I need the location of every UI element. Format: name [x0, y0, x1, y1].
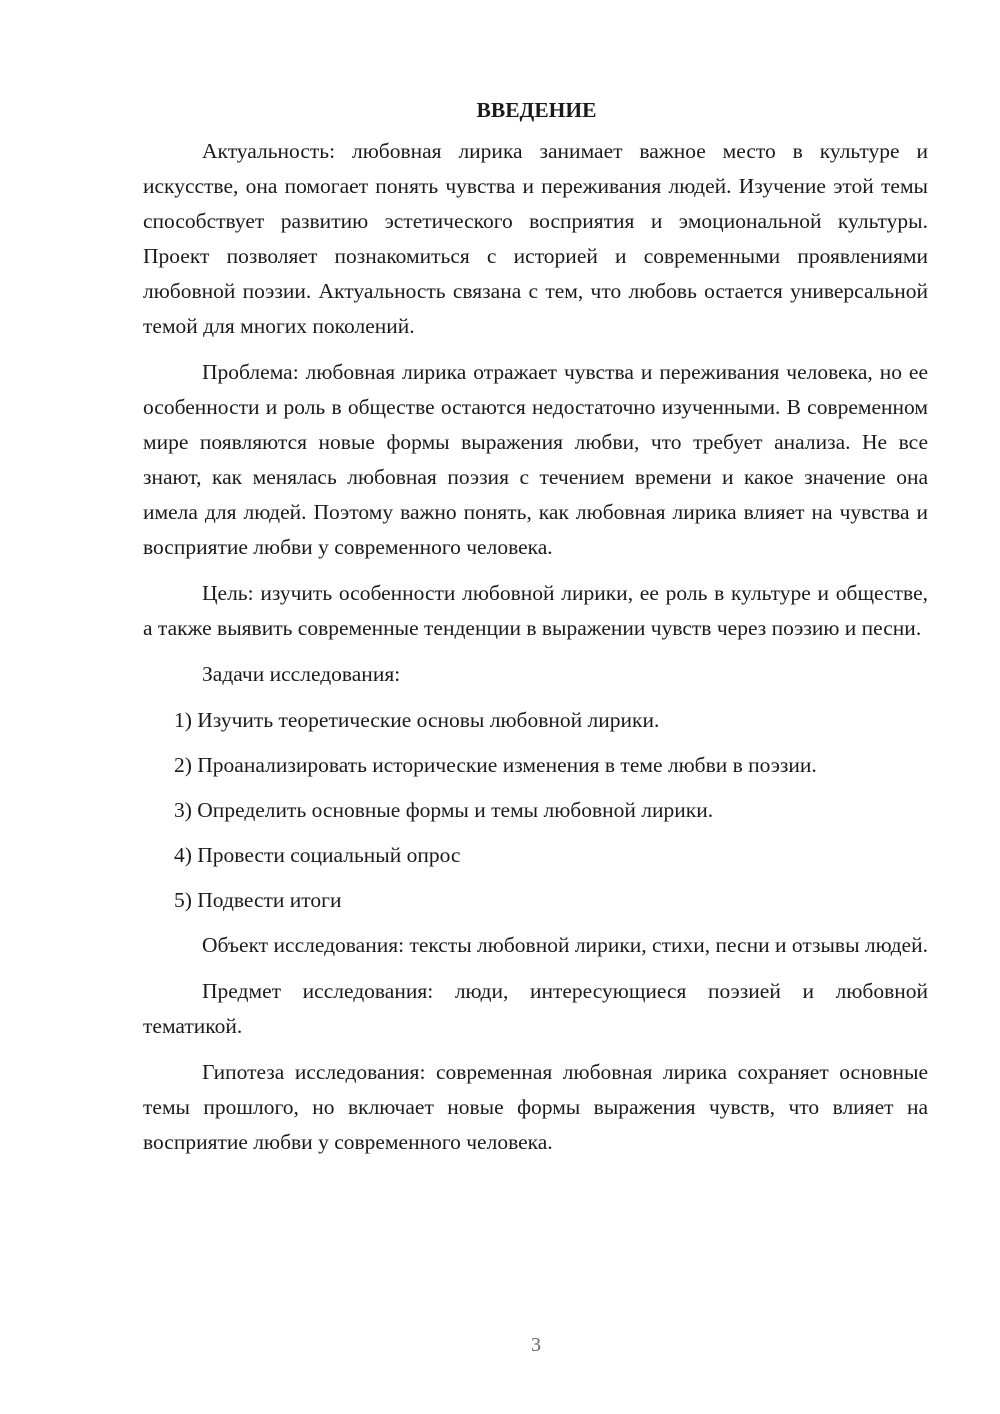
- object-paragraph: Объект исследования: тексты любовной лирики, стихи, песни и отзывы людей.: [202, 933, 928, 957]
- task-item: 3) Определить основные формы и темы любовной лирики.: [174, 798, 714, 822]
- goal-paragraph: Цель: изучить особенности любовной лирики, ее роль в культуре и обществе, а также выявить современные тенденции в выражении чувств через поэзию и песни.: [143, 581, 928, 640]
- task-item: 2) Проанализировать исторические изменения в теме любви в поэзии.: [174, 753, 817, 777]
- hypothesis-paragraph: Гипотеза исследования: современная любовная лирика сохраняет основные темы прошлого, но включает новые формы выражения чувств, что влияет на восприятие любви у современного человека.: [143, 1060, 928, 1154]
- problem-paragraph: Проблема: любовная лирика отражает чувства и переживания человека, но ее особенности и роль в обществе остаются недостаточно изученными. В современном мире появляются новые формы выражения любви, что требует анализа. Не все знают, как менялась любовная поэзия с течением времени и какое значение она имела для людей. Поэтому важно понять, как любовная лирика влияет на чувства и восприятие любви у современного человека.: [143, 360, 928, 559]
- task-item: 1) Изучить теоретические основы любовной лирики.: [174, 708, 660, 732]
- tasks-heading: Задачи исследования:: [202, 662, 401, 686]
- relevance-paragraph: Актуальность: любовная лирика занимает важное место в культуре и искусстве, она помогает понять чувства и переживания людей. Изучение этой темы способствует развитию эстетического восприятия и эмоциональной культуры. Проект позволяет познакомиться с историей и современными проявлениями любовной поэзии. Актуальность связана с тем, что любовь остается универсальной темой для многих поколений.: [143, 139, 928, 338]
- task-item: 5) Подвести итоги: [174, 888, 342, 912]
- task-item: 4) Провести социальный опрос: [174, 843, 461, 867]
- tasks-list: [143, 703, 928, 918]
- subject-paragraph: Предмет исследования: люди, интересующиеся поэзией и любовной тематикой.: [143, 979, 928, 1038]
- page-number: 3: [531, 1334, 541, 1356]
- section-title: ВВЕДЕНИЕ: [476, 98, 597, 122]
- page-body: [143, 93, 928, 1171]
